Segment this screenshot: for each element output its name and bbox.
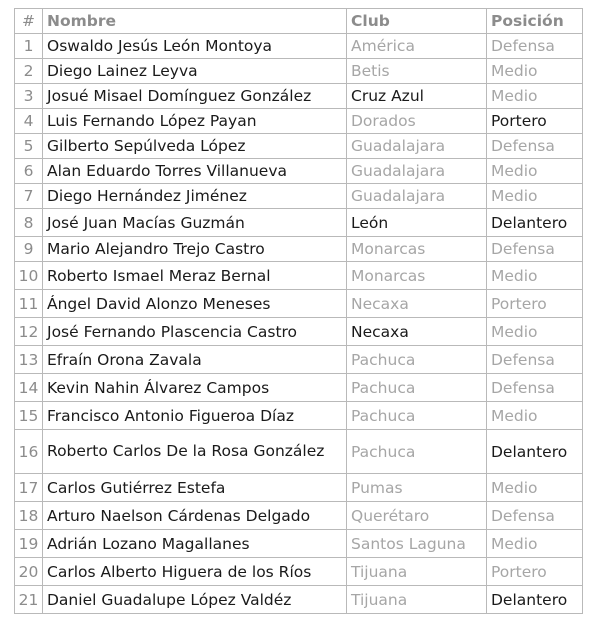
- table-row: [15, 530, 583, 558]
- row-number: 11: [15, 290, 43, 318]
- player-position: Medio: [487, 59, 583, 84]
- player-club: Dorados: [347, 109, 487, 134]
- player-name: Roberto Carlos De la Rosa González: [43, 430, 347, 474]
- row-number: 17: [15, 474, 43, 502]
- player-name: Alan Eduardo Torres Villanueva: [43, 159, 347, 184]
- table-row: [15, 402, 583, 430]
- player-name: Luis Fernando López Payan: [43, 109, 347, 134]
- player-club: Pachuca: [347, 346, 487, 374]
- player-name: Ángel David Alonzo Meneses: [43, 290, 347, 318]
- table-row: [15, 262, 583, 290]
- player-name: Francisco Antonio Figueroa Díaz: [43, 402, 347, 430]
- table-row: [15, 237, 583, 262]
- player-club: Betis: [347, 59, 487, 84]
- header-club: Club: [347, 9, 487, 34]
- row-number: 3: [15, 84, 43, 109]
- player-name: Arturo Naelson Cárdenas Delgado: [43, 502, 347, 530]
- row-number: 2: [15, 59, 43, 84]
- header-position: Posición: [487, 9, 583, 34]
- player-position: Defensa: [487, 134, 583, 159]
- row-number: 10: [15, 262, 43, 290]
- player-name: Kevin Nahin Álvarez Campos: [43, 374, 347, 402]
- row-number: 13: [15, 346, 43, 374]
- roster-table-container: [14, 8, 583, 614]
- player-club: Guadalajara: [347, 159, 487, 184]
- table-row: [15, 109, 583, 134]
- player-position: Defensa: [487, 502, 583, 530]
- table-row: [15, 558, 583, 586]
- player-position: Defensa: [487, 374, 583, 402]
- table-row: [15, 290, 583, 318]
- player-name: Adrián Lozano Magallanes: [43, 530, 347, 558]
- player-position: Delantero: [487, 586, 583, 614]
- row-number: 4: [15, 109, 43, 134]
- player-club: Guadalajara: [347, 134, 487, 159]
- player-name: José Juan Macías Guzmán: [43, 209, 347, 237]
- player-position: Medio: [487, 262, 583, 290]
- player-club: Pachuca: [347, 402, 487, 430]
- player-club: Pumas: [347, 474, 487, 502]
- table-row: [15, 346, 583, 374]
- player-name: Roberto Ismael Meraz Bernal: [43, 262, 347, 290]
- table-row: [15, 502, 583, 530]
- player-club: Monarcas: [347, 262, 487, 290]
- player-name: Carlos Gutiérrez Estefa: [43, 474, 347, 502]
- row-number: 6: [15, 159, 43, 184]
- table-row: [15, 34, 583, 59]
- player-name: José Fernando Plascencia Castro: [43, 318, 347, 346]
- player-position: Medio: [487, 474, 583, 502]
- player-position: Defensa: [487, 346, 583, 374]
- row-number: 14: [15, 374, 43, 402]
- table-row: [15, 374, 583, 402]
- player-position: Portero: [487, 558, 583, 586]
- player-position: Portero: [487, 290, 583, 318]
- player-club: Cruz Azul: [347, 84, 487, 109]
- player-name: Carlos Alberto Higuera de los Ríos: [43, 558, 347, 586]
- player-position: Delantero: [487, 430, 583, 474]
- table-row: [15, 84, 583, 109]
- table-body: [15, 34, 583, 614]
- player-club: América: [347, 34, 487, 59]
- row-number: 9: [15, 237, 43, 262]
- player-position: Medio: [487, 159, 583, 184]
- table-row: [15, 474, 583, 502]
- player-position: Defensa: [487, 34, 583, 59]
- player-club: Pachuca: [347, 374, 487, 402]
- row-number: 5: [15, 134, 43, 159]
- table-row: [15, 159, 583, 184]
- table-row: [15, 184, 583, 209]
- player-club: Necaxa: [347, 290, 487, 318]
- player-position: Medio: [487, 530, 583, 558]
- player-name: Daniel Guadalupe López Valdéz: [43, 586, 347, 614]
- row-number: 8: [15, 209, 43, 237]
- header-name: Nombre: [43, 9, 347, 34]
- player-position: Medio: [487, 184, 583, 209]
- row-number: 1: [15, 34, 43, 59]
- player-position: Defensa: [487, 237, 583, 262]
- row-number: 15: [15, 402, 43, 430]
- row-number: 18: [15, 502, 43, 530]
- player-club: Tijuana: [347, 558, 487, 586]
- player-club: Querétaro: [347, 502, 487, 530]
- table-row: [15, 318, 583, 346]
- player-name: Gilberto Sepúlveda López: [43, 134, 347, 159]
- player-position: Medio: [487, 318, 583, 346]
- table-row: [15, 586, 583, 614]
- player-name: Mario Alejandro Trejo Castro: [43, 237, 347, 262]
- player-club: Guadalajara: [347, 184, 487, 209]
- roster-table: [14, 8, 583, 614]
- player-club: León: [347, 209, 487, 237]
- row-number: 7: [15, 184, 43, 209]
- row-number: 19: [15, 530, 43, 558]
- row-number: 21: [15, 586, 43, 614]
- row-number: 16: [15, 430, 43, 474]
- header-number: #: [15, 9, 43, 34]
- player-club: Monarcas: [347, 237, 487, 262]
- player-name: Efraín Orona Zavala: [43, 346, 347, 374]
- player-position: Medio: [487, 84, 583, 109]
- player-name: Oswaldo Jesús León Montoya: [43, 34, 347, 59]
- table-header-row: [15, 9, 583, 34]
- player-club: Tijuana: [347, 586, 487, 614]
- table-row: [15, 209, 583, 237]
- player-club: Pachuca: [347, 430, 487, 474]
- player-club: Necaxa: [347, 318, 487, 346]
- table-row: [15, 430, 583, 474]
- player-name: Josué Misael Domínguez González: [43, 84, 347, 109]
- player-club: Santos Laguna: [347, 530, 487, 558]
- row-number: 20: [15, 558, 43, 586]
- player-name: Diego Lainez Leyva: [43, 59, 347, 84]
- player-name: Diego Hernández Jiménez: [43, 184, 347, 209]
- table-row: [15, 59, 583, 84]
- player-position: Delantero: [487, 209, 583, 237]
- table-row: [15, 134, 583, 159]
- player-position: Medio: [487, 402, 583, 430]
- player-position: Portero: [487, 109, 583, 134]
- row-number: 12: [15, 318, 43, 346]
